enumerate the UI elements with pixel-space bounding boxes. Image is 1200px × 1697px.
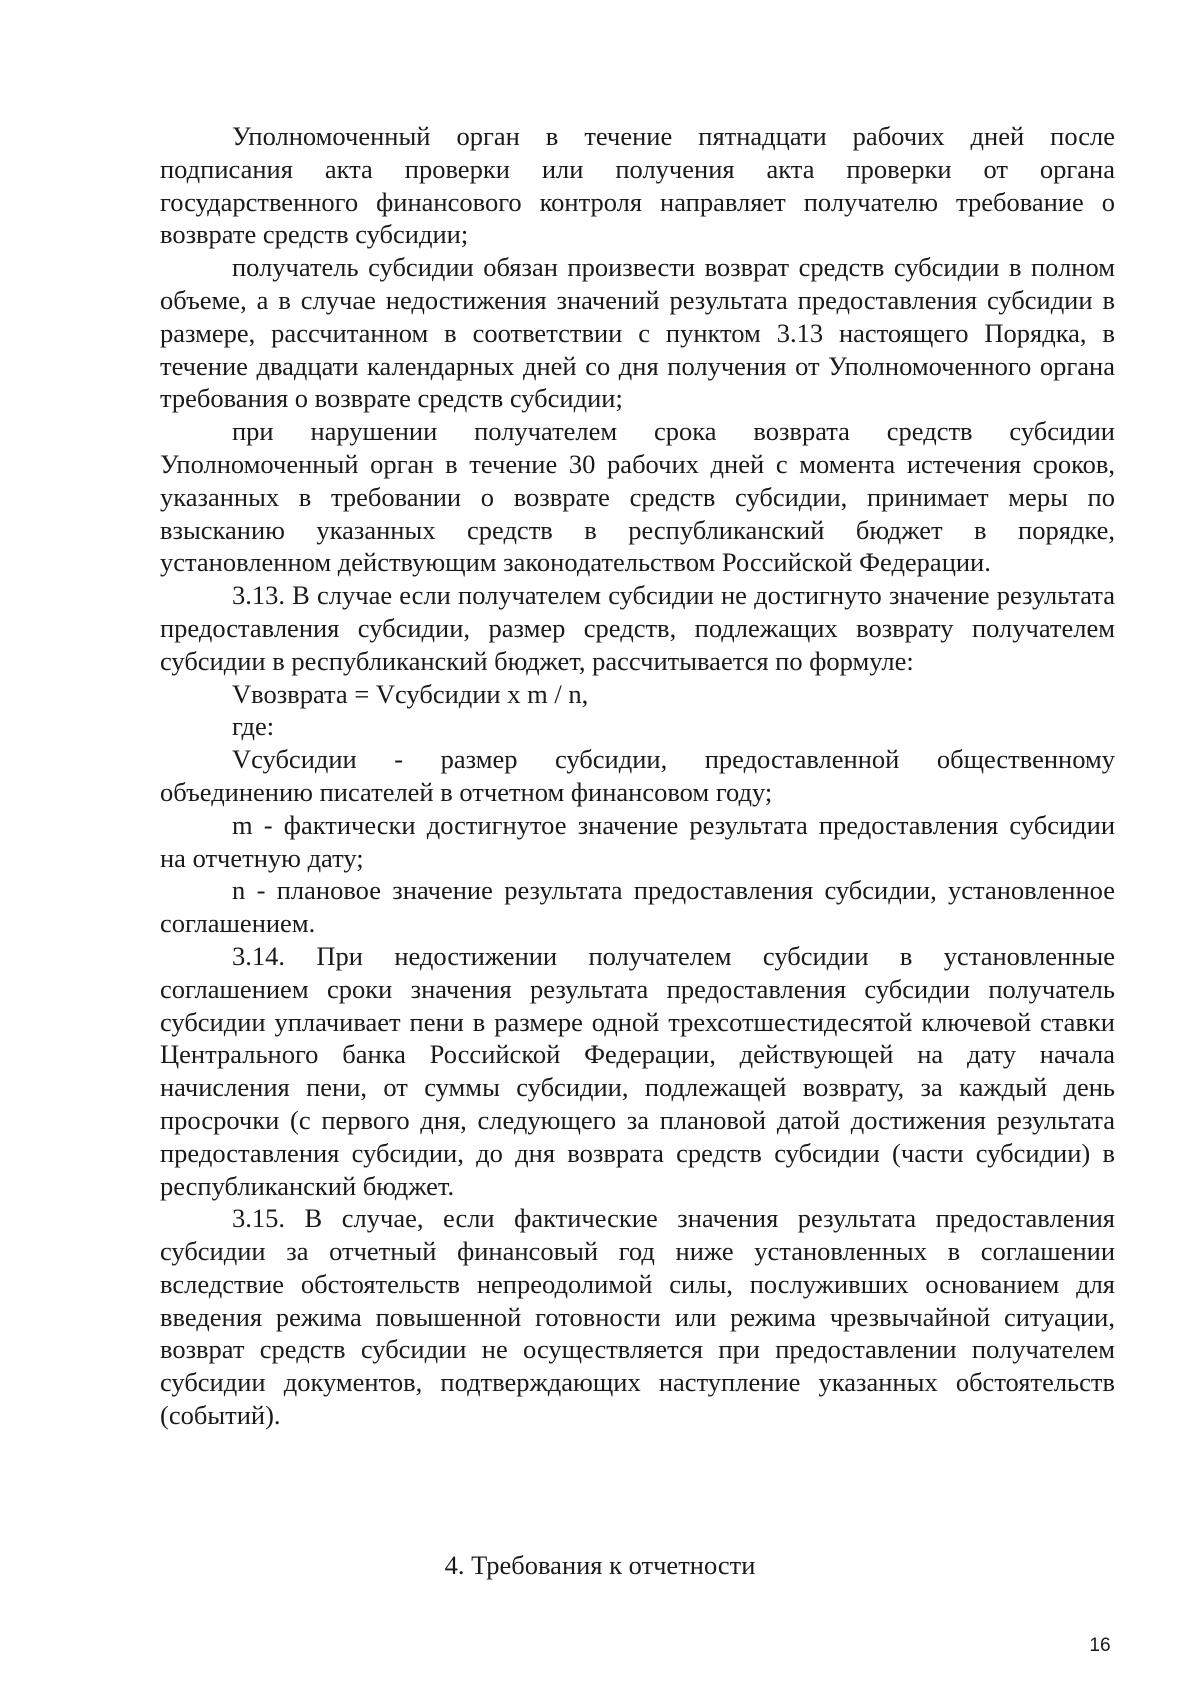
paragraph-3-14: 3.14. При недостижении получателем субсидии в установленные соглашением сроки значения результата предоставления субсидии получатель субсидии уплачивает пени в размере одной трехсотшестидесятой ключевой ставки Центрального банка Российской Федерации, действующей на дату начала начисления пени, от суммы субсидии, подлежащей возврату, за каждый день просрочки (с первого дня, следующего за плановой датой достижения результата предоставления субсидии, до дня возврата средств субсидии (части субсидии) в республиканский бюджет.: [160, 940, 1115, 1201]
paragraph-3-15: 3.15. В случае, если фактические значения результата предоставления субсидии за отчетный финансовый год ниже установленных в соглашении вследствие обстоятельств непреодолимой силы, послуживших основанием для введения режима повышенной готовности или режима чрезвычайной ситуации, возврат средств субсидии не осуществляется при предоставлении получателем субсидии документов, подтверждающих наступление указанных обстоятельств (событий).: [160, 1203, 1115, 1431]
paragraph-notice: Уполномоченный орган в течение пятнадцати рабочих дней после подписания акта проверки или получения акта проверки от органа государственного финансового контроля направляет получателю требование о возврате средств субсидии;: [160, 121, 1115, 250]
paragraph-3-13: 3.13. В случае если получателем субсидии не достигнуто значение результата предоставления субсидии, размер средств, подлежащих возврату получателем субсидии в республиканский бюджет, рассчитывается по формуле:: [160, 580, 1115, 676]
formula-expression: Vвозврата = Vсубсидии x m / n,: [232, 678, 589, 709]
definition-n: n - плановое значение результата предоставления субсидии, установленное соглашением.: [160, 875, 1115, 939]
body-text: [160, 120, 1115, 1432]
definition-vsubsidy: Vсубсидии - размер субсидии, предоставленной общественному объединению писателей в отчетном финансовом году;: [160, 744, 1115, 807]
definition-m: m - фактически достигнутое значение результата предоставления субсидии на отчетную дату;: [160, 809, 1115, 873]
formula-where: где:: [232, 711, 275, 742]
page-number: 16: [1089, 1635, 1111, 1656]
section-heading: 4. Требования к отчетности: [444, 1550, 756, 1580]
paragraph-refund-obligation: получатель субсидии обязан произвести возврат средств субсидии в полном объеме, а в случае недостижения значений результата предоставления субсидии в размере, рассчитанном в соответствии с пунктом 3.13 настоящего Порядка, в течение двадцати календарных дней со дня получения от Уполномоченного органа требования о возврате средств субсидии;: [160, 252, 1115, 414]
paragraph-violation: при нарушении получателем срока возврата средств субсидии Уполномоченный орган в течение 30 рабочих дней с момента истечения сроков, указанных в требовании о возврате средств субсидии, принимает меры по взысканию указанных средств в республиканский бюджет в порядке, установленном действующим законодательством Российской Федерации.: [160, 416, 1115, 578]
